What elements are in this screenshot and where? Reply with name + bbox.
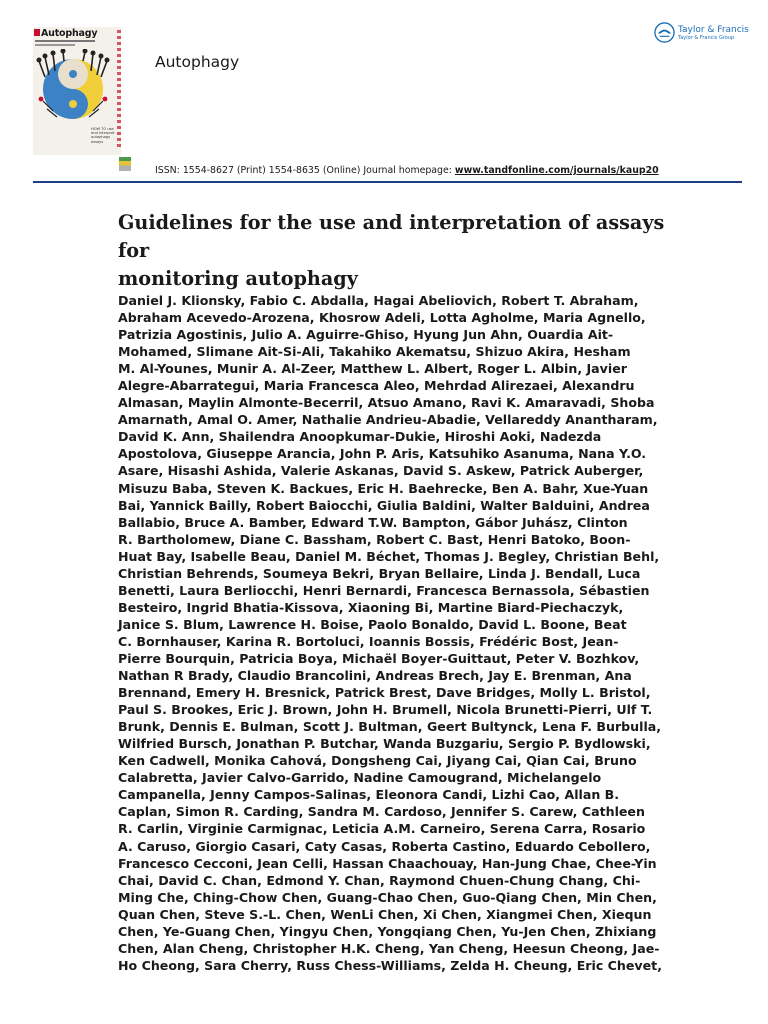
author-line: Ming Che, Ching-Chow Chen, Guang-Chao Chen, Guo-Qiang Chen, Min Chen, <box>118 889 657 905</box>
journal-homepage-link[interactable]: www.tandfonline.com/journals/kaup20 <box>454 165 659 176</box>
author-line: Besteiro, Ingrid Bhatia-Kissova, Xiaoning Bi, Martine Biard-Piechaczyk, <box>118 599 624 615</box>
cover-subline <box>35 44 75 46</box>
author-line: Caplan, Simon R. Carding, Sandra M. Cardoso, Jennifer S. Carew, Cathleen <box>118 804 645 820</box>
author-line: C. Bornhauser, Karina R. Bortoluci, Ioannis Bossis, Frédéric Bost, Jean- <box>118 633 619 649</box>
author-line: Huat Bay, Isabelle Beau, Daniel M. Béchet, Thomas J. Begley, Christian Behl, <box>118 548 660 564</box>
article-title-line: Guidelines for the use and interpretation of assays for <box>118 211 665 262</box>
cover-subline <box>35 40 95 42</box>
author-line: Bai, Yannick Bailly, Robert Baiocchi, Giulia Baldini, Walter Balduini, Andrea <box>118 497 650 513</box>
header-divider <box>33 181 742 183</box>
author-line: Wilfried Bursch, Jonathan P. Butchar, Wanda Buzgariu, Sergio P. Bydlowski, <box>118 736 651 752</box>
author-line: Chai, David C. Chan, Edmond Y. Chan, Raymond Chuen-Chung Chang, Chi- <box>118 872 641 888</box>
author-line: Brunk, Dennis E. Bulman, Scott J. Bultman, Geert Bultynck, Lena F. Burbulla, <box>118 719 662 735</box>
taylor-francis-icon <box>654 22 675 43</box>
author-line: Abraham Acevedo-Arozena, Khosrow Adeli, Lotta Agholme, Maria Agnello, <box>118 310 646 326</box>
author-line: Christian Behrends, Soumeya Bekri, Bryan Bellaire, Linda J. Bendall, Luca <box>118 565 641 581</box>
author-line: Ken Cadwell, Monika Cahová, Dongsheng Cai, Jiyang Cai, Qian Cai, Bruno <box>118 753 637 769</box>
author-line: Ho Cheong, Sara Cherry, Russ Chess-Williams, Zelda H. Cheung, Eric Chevet, <box>118 957 662 973</box>
publisher-logo[interactable] <box>654 22 749 43</box>
author-line: Chen, Alan Cheng, Christopher H.K. Cheng, Yan Cheng, Heesun Cheong, Jae- <box>118 940 660 956</box>
author-line: Ballabio, Bruce A. Bamber, Edward T.W. Bampton, Gábor Juhász, Clinton <box>118 514 628 530</box>
author-list <box>118 292 662 974</box>
author-line: David K. Ann, Shailendra Anoopkumar-Dukie, Hiroshi Aoki, Nadezda <box>118 429 602 445</box>
author-line: Francesco Cecconi, Jean Celli, Hassan Chaachouay, Han-Jung Chae, Chee-Yin <box>118 855 657 871</box>
issn-line <box>155 165 659 176</box>
author-line: Almasan, Maylin Almonte-Becerril, Atsuo Amano, Ravi K. Amaravadi, Shoba <box>118 395 655 411</box>
author-line: Amarnath, Amal O. Amer, Nathalie Andrieu-Abadie, Vellareddy Anantharam, <box>118 412 658 428</box>
author-line: Nathan R Brady, Claudio Brancolini, Andreas Brech, Jay E. Brenman, Ana <box>118 668 632 684</box>
author-line: Brennand, Emery H. Bresnick, Patrick Brest, Dave Bridges, Molly L. Bristol, <box>118 685 651 701</box>
author-line: Patrizia Agostinis, Julio A. Aguirre-Ghiso, Hyung Jun Ahn, Ouardia Ait- <box>118 327 614 343</box>
journal-title[interactable]: Autophagy <box>155 53 240 71</box>
journal-cover-image <box>33 27 121 155</box>
article-title <box>118 209 678 293</box>
cover-illustration <box>33 49 117 129</box>
author-line: Chen, Ye-Guang Chen, Yingyu Chen, Yongqiang Chen, Yu-Jen Chen, Zhixiang <box>118 923 657 939</box>
author-line: Benetti, Laura Berliocchi, Henri Bernardi, Francesca Bernassola, Sébastien <box>118 582 650 598</box>
author-line: R. Carlin, Virginie Carmignac, Leticia A.M. Carneiro, Serena Carra, Rosario <box>118 821 646 837</box>
author-line: Calabretta, Javier Calvo-Garrido, Nadine Camougrand, Michelangelo <box>118 770 602 786</box>
open-access-badge-icon <box>119 157 131 171</box>
author-line: M. Al-Younes, Munir A. Al-Zeer, Matthew L. Albert, Roger L. Albin, Javier <box>118 361 627 377</box>
article-title-line: monitoring autophagy <box>118 267 358 290</box>
publisher-tagline: Taylor & Francis Group <box>678 34 735 41</box>
author-line: Apostolova, Giuseppe Arancia, John P. Aris, Katsuhiko Asanuma, Nana Y.O. <box>118 446 647 462</box>
author-line: Janice S. Blum, Lawrence H. Boise, Paolo Bonaldo, David L. Boone, Beat <box>118 616 627 632</box>
author-line: Mohamed, Slimane Ait-Si-Ali, Takahiko Akematsu, Shizuo Akira, Hesham <box>118 344 631 360</box>
author-line: Daniel J. Klionsky, Fabio C. Abdalla, Hagai Abeliovich, Robert T. Abraham, <box>118 293 639 308</box>
author-line: A. Caruso, Giorgio Casari, Caty Casas, Roberta Castino, Eduardo Cebollero, <box>118 838 651 854</box>
author-line: Campanella, Jenny Campos-Salinas, Eleonora Candi, Lizhi Cao, Allan B. <box>118 787 620 803</box>
publisher-name: Taylor & Francis <box>678 24 749 35</box>
author-line: Alegre-Abarrategui, Maria Francesca Aleo, Mehrdad Alirezaei, Alexandru <box>118 378 635 394</box>
author-line: Asare, Hisashi Ashida, Valerie Askanas, David S. Askew, Patrick Auberger, <box>118 463 644 479</box>
cover-logo: Autophagy <box>34 28 97 39</box>
author-line: Quan Chen, Steve S.-L. Chen, WenLi Chen, Xi Chen, Xiangmei Chen, Xiequn <box>118 906 652 922</box>
issn-text: ISSN: 1554-8627 (Print) 1554-8635 (Online) Journal homepage: <box>155 165 455 176</box>
cover-spine-bar <box>117 30 121 150</box>
cover-howto-text: HOW TO use and interpret autophagy assays <box>91 127 115 144</box>
author-line: Paul S. Brookes, Eric J. Brown, John H. Brumell, Nicola Brunetti-Pierri, Ulf T. <box>118 702 653 718</box>
author-line: R. Bartholomew, Diane C. Bassham, Robert C. Bast, Henri Batoko, Boon- <box>118 531 631 547</box>
author-line: Misuzu Baba, Steven K. Backues, Eric H. Baehrecke, Ben A. Bahr, Xue-Yuan <box>118 480 649 496</box>
author-line: Pierre Bourquin, Patricia Boya, Michaël Boyer-Guittaut, Peter V. Bozhkov, <box>118 650 640 666</box>
